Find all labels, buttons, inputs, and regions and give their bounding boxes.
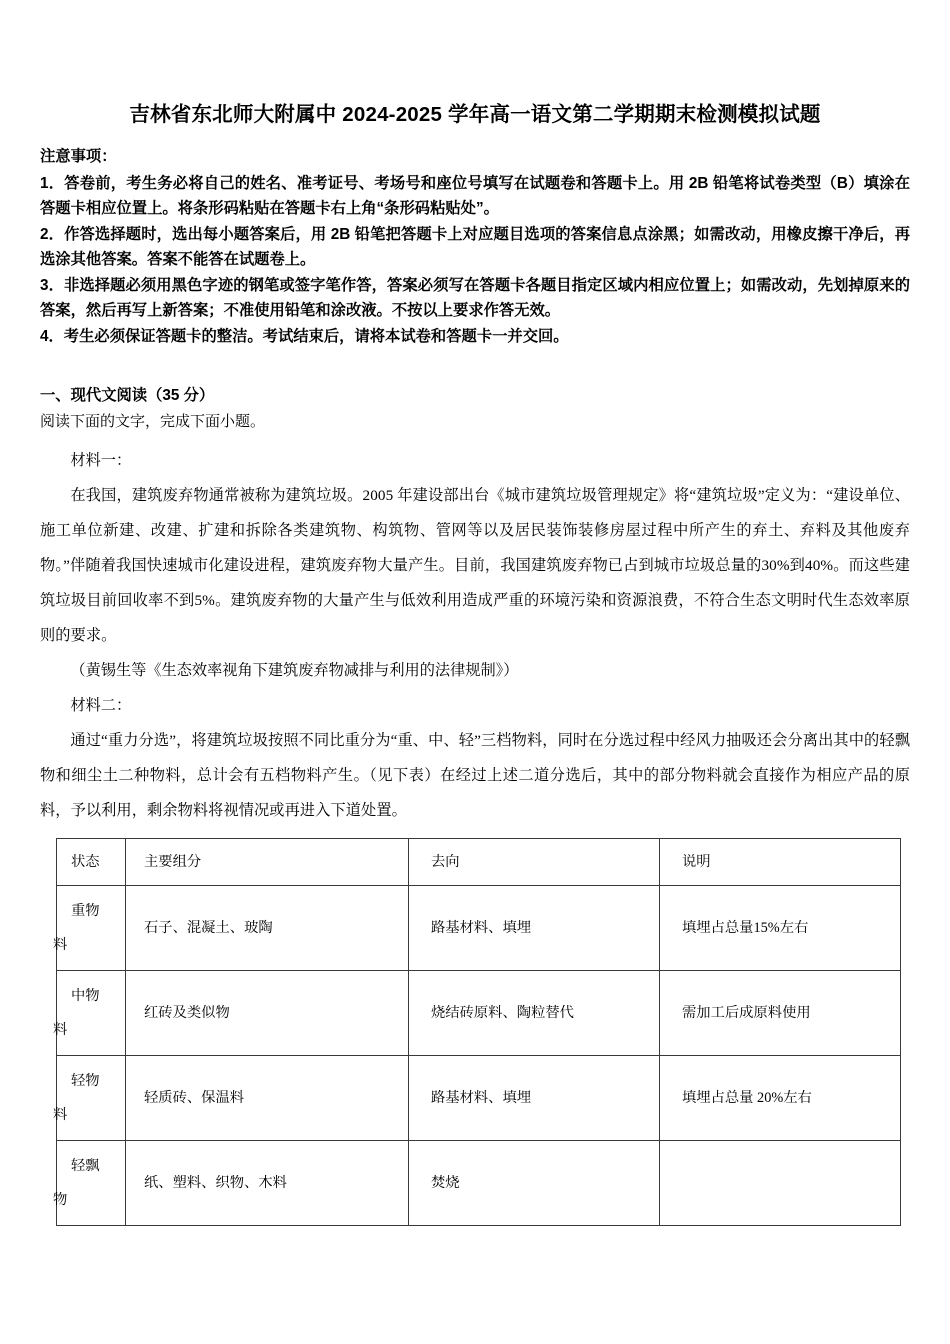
notice-item-4: 4．考生必须保证答题卡的整洁。考试结束后，请将本试卷和答题卡一并交回。 [40, 327, 569, 345]
table-cell-destination-value: 烧结砖原料、陶粒替代 [431, 1005, 574, 1021]
table-cell-note-value: 需加工后成原料使用 [682, 1005, 811, 1021]
materials-table [53, 838, 901, 1226]
table-header-cell-state [57, 839, 126, 886]
table-cell-note [660, 1056, 901, 1141]
notice-item-3: 3．非选择题必须用黑色字迹的钢笔或签字笔作答，答案必须写在答题卡各题目指定区域内相应位置上；如需改动，先划掉原来的答案，然后再写上新答案；不准使用铅笔和涂改液。不按以上要求作答无效。 [40, 276, 910, 319]
table-cell-components [126, 971, 409, 1056]
material-two-paragraph: 通过“重力分选”，将建筑垃圾按照不同比重分为“重、中、轻”三档物料，同时在分选过程中经风力抽吸还会分离出其中的轻飘物和细尘土二种物料，总计会有五档物料产生。（见下表）在经过上述二道分选后，其中的部分物料就会直接作为相应产品的原料，予以利用，剩余物料将视情况或再进入下道处置。 [40, 732, 910, 819]
section-spacer [40, 349, 910, 383]
table-cell-state [53, 971, 126, 1056]
table-cell-components [126, 886, 409, 971]
notice-item-2: 2．作答选择题时，选出每小题答案后，用 2B 铅笔把答题卡上对应题目选项的答案信息点涂黑；如需改动，用橡皮擦干净后，再选涂其他答案。答案不能答在试题卷上。 [40, 225, 910, 268]
table-cell-state [53, 1056, 126, 1141]
notice-heading: 注意事项： [40, 148, 117, 165]
table-cell-destination [409, 886, 660, 971]
section-heading-reading: 一、现代文阅读（35 分） [40, 387, 215, 404]
table-cell-state [53, 1141, 126, 1226]
table-header-cell-note [660, 839, 901, 886]
table-header-cell-destination [409, 839, 660, 886]
table-cell-components [126, 1056, 409, 1141]
table-row [57, 1056, 901, 1141]
table-cell-note [660, 886, 901, 971]
table-cell-note [660, 971, 901, 1056]
table-cell-destination [409, 1056, 660, 1141]
table-cell-destination-value: 路基材料、填埋 [431, 1090, 532, 1106]
table-cell-components [126, 1141, 409, 1226]
table-header-destination-label: 去向 [431, 854, 460, 870]
table-cell-state-value: 重物料 [53, 903, 100, 953]
page-title: 吉林省东北师大附属中 2024-2025 学年高一语文第二学期期末检测模拟试题 [129, 103, 821, 126]
material-one-paragraph: 在我国，建筑废弃物通常被称为建筑垃圾。2005 年建设部出台《城市建筑垃圾管理规定》将“建筑垃圾”定义为：“建设单位、施工单位新建、改建、扩建和拆除各类建筑物、构筑物、管网等以及居民装饰装修房屋过程中所产生的弃土、弃料及其他废弃物。”伴随着我国快速城市化建设进程，建筑废弃物大量产生。目前，我国建筑废弃物已占到城市垃圾总量的30%到40%。而这些建筑垃圾目前回收率不到5%。建筑废弃物的大量产生与低效利用造成严重的环境污染和资源浪费，不符合生态文明时代生态效率原则的要求。 [40, 487, 910, 644]
table-cell-note-value: 填埋占总量 20%左右 [682, 1090, 812, 1106]
table-cell-components-value: 纸、塑料、织物、木料 [144, 1175, 287, 1191]
table-cell-destination-value: 焚烧 [431, 1175, 460, 1191]
table-cell-note-value [660, 1177, 900, 1189]
table-header-state-label: 状态 [71, 854, 100, 870]
table-cell-components-value: 红砖及类似物 [144, 1005, 230, 1021]
table-cell-components-value: 石子、混凝土、玻陶 [144, 920, 273, 936]
notice-item-1: 1．答卷前，考生务必将自己的姓名、准考证号、考场号和座位号填写在试题卷和答题卡上。用 2B 铅笔将试卷类型（B）填涂在答题卡相应位置上。将条形码粘贴在答题卡右上角“条形码粘贴处”。 [40, 174, 910, 217]
table-cell-destination [409, 1141, 660, 1226]
notice-block [40, 144, 910, 349]
table-cell-state-value: 轻物料 [53, 1073, 100, 1123]
table-cell-components-value: 轻质砖、保温料 [144, 1090, 245, 1106]
table-row [57, 1141, 901, 1226]
table-cell-state [53, 886, 126, 971]
table-cell-state-value: 中物料 [53, 988, 100, 1038]
material-one-source: （黄锡生等《生态效率视角下建筑废弃物减排与利用的法律规制》） [70, 662, 519, 679]
table-header-cell-components [126, 839, 409, 886]
table-cell-destination-value: 路基材料、填埋 [431, 920, 532, 936]
table-cell-note-value: 填埋占总量15%左右 [682, 920, 809, 936]
table-cell-destination [409, 971, 660, 1056]
section-subheading: 阅读下面的文字，完成下面小题。 [40, 414, 266, 430]
material-two-label: 材料二： [70, 697, 132, 714]
table-cell-note [660, 1141, 901, 1226]
table-row [57, 886, 901, 971]
table-header-components-label: 主要组分 [144, 854, 202, 870]
table-row [57, 971, 901, 1056]
table-header-note-label: 说明 [682, 854, 711, 870]
table-header-row [57, 839, 901, 886]
materials-table-wrapper [53, 838, 896, 1226]
table-cell-state-value: 轻飘物 [53, 1158, 100, 1208]
material-one-label: 材料一： [70, 452, 132, 469]
document-content [40, 100, 910, 1226]
